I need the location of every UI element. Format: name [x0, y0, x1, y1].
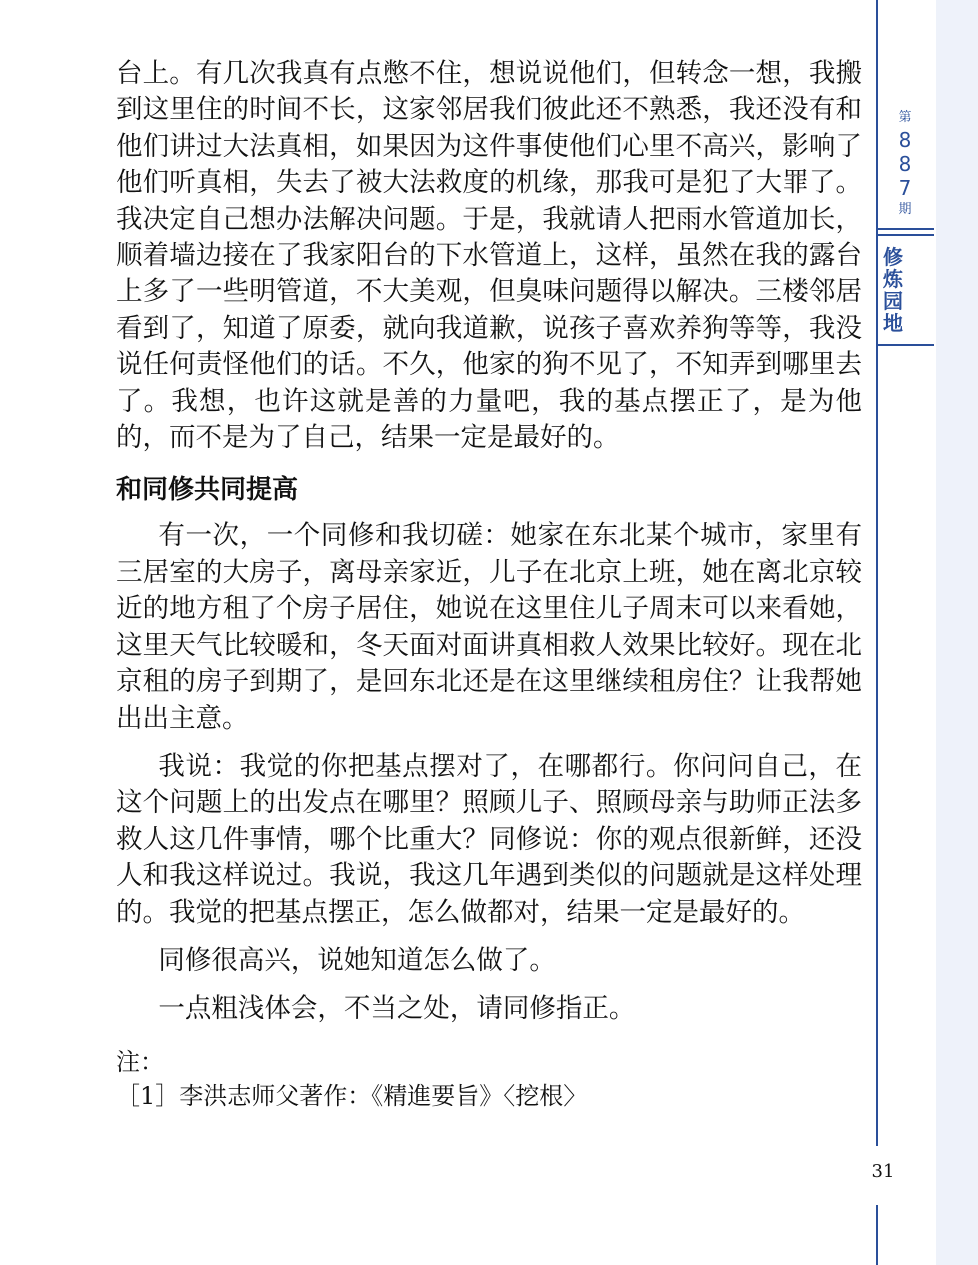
article-body	[116, 56, 862, 1114]
footnote: ［1］李洪志师父著作：《精進要旨》〈挖根〉	[116, 1081, 588, 1110]
sidebar-rule-bottom	[876, 344, 934, 346]
page-number: 31	[871, 1161, 895, 1182]
section-heading: 和同修共同提高	[116, 475, 299, 506]
section-title	[880, 246, 906, 334]
sidebar-divider-line	[876, 0, 878, 1146]
paragraph: 台上。有几次我真有点憋不住，想说说他们，但转念一想，我搬到这里住的时间不长，这家邻居我们彼此还不熟悉，我还没有和他们讲过大法真相，如果因为这件事使他们心里不高兴，影响了他们听真相，失去了被大法救度的机缘，那我可是犯了大罪了。我决定自己想办法解决问题。于是，我就请人把雨水管道加长，顺着墙边接在了我家阳台的下水管道上，这样，虽然在我的露台上多了一些明管道，不大美观，但臭味问题得以解决。三楼邻居看到了，知道了原委，就向我道歉，说孩子喜欢养狗等等，我没说任何责怪他们的话。不久，他家的狗不见了，不知弄到哪里去了。我想，也许这就是善的力量吧，我的基点摆正了，是为他的，而不是为了自己，结果一定是最好的。	[116, 58, 862, 454]
section-title-char: 园	[883, 289, 903, 313]
sidebar-background	[936, 0, 978, 1265]
sidebar-divider-line-bottom	[876, 1205, 878, 1265]
sidebar-rule-top	[876, 228, 934, 230]
paragraph: 我说：我觉的你把基点摆对了，在哪都行。你问问自己，在这个问题上的出发点在哪里？照顾儿子、照顾母亲与助师正法多救人这几件事情，哪个比重大？同修说：你的观点很新鲜，还没人和我这样说过。我说，我这几年遇到类似的问题就是这样处理的。我觉的把基点摆正，怎么做都对，结果一定是最好的。	[116, 750, 862, 928]
issue-prefix: 第	[898, 110, 912, 125]
issue-digit: 8	[898, 128, 912, 152]
section-title-char: 修	[883, 245, 903, 269]
issue-suffix: 期	[898, 202, 912, 217]
paragraph: 同修很高兴，说她知道怎么做了。	[158, 944, 556, 976]
paragraph: 一点粗浅体会，不当之处，请同修指正。	[158, 993, 636, 1025]
notes-label: 注：	[116, 1047, 164, 1076]
section-title-char: 地	[883, 311, 903, 335]
sidebar-rule-top-inner	[876, 234, 934, 236]
issue-digit: 7	[898, 176, 912, 200]
paragraph: 有一次，一个同修和我切磋：她家在东北某个城市，家里有三居室的大房子，离母亲家近，儿子在北京上班，她在离北京较近的地方租了个房子居住，她说在这里住儿子周末可以来看她，这里天气比较暖和，冬天面对面讲真相救人效果比较好。现在北京租的房子到期了，是回东北还是在这里继续租房住？让我帮她出出主意。	[116, 520, 862, 734]
issue-number-block	[880, 108, 930, 220]
section-title-char: 炼	[883, 267, 903, 291]
issue-digit: 8	[898, 152, 912, 176]
